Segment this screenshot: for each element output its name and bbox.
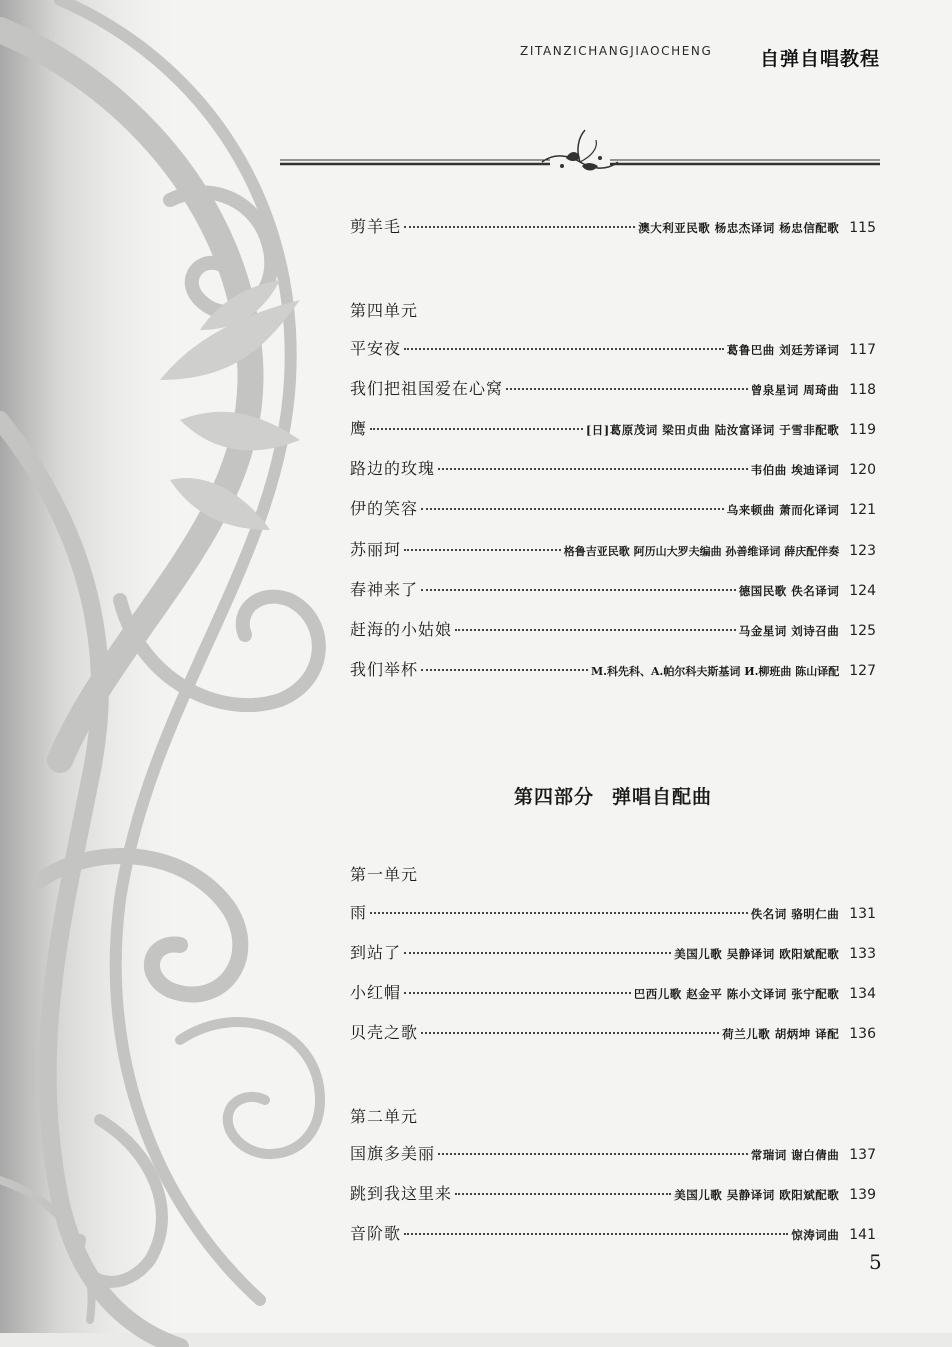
entry-page: 119	[849, 422, 876, 438]
entry-title: 我们举杯	[350, 660, 419, 679]
entry-title: 赶海的小姑娘	[350, 620, 453, 639]
entry-page: 120	[849, 462, 876, 478]
entry-title: 苏丽珂	[350, 540, 402, 559]
dot-leader	[438, 468, 748, 470]
entry-page: 131	[849, 906, 876, 922]
entry-title: 跳到我这里来	[350, 1184, 453, 1203]
toc-entry[interactable]	[350, 496, 876, 522]
toc-entry[interactable]	[350, 416, 876, 442]
entry-page: 115	[849, 220, 876, 236]
dot-leader	[404, 952, 671, 954]
entry-page: 118	[849, 382, 876, 398]
entry-credit: 马金星词 刘诗召曲	[738, 624, 840, 638]
toc-entry[interactable]	[350, 214, 876, 240]
dot-leader	[370, 912, 748, 914]
header-latin: ZITANZICHANGJIAOCHENG	[520, 44, 713, 58]
entry-page: 139	[849, 1187, 876, 1203]
entry-title: 鹰	[350, 419, 368, 438]
entry-credit: 格鲁吉亚民歌 阿历山大罗夫编曲 孙善维译词 薛庆配伴奏	[563, 545, 840, 558]
entry-page: 123	[849, 543, 876, 559]
dot-leader	[421, 589, 736, 591]
dot-leader	[438, 1153, 748, 1155]
part-title: 弹唱自配曲	[612, 786, 713, 808]
entry-title: 小红帽	[350, 983, 402, 1002]
entry-title: 雨	[350, 903, 368, 922]
entry-credit: [日]葛原茂词 梁田贞曲 陆汝富译词 于雪非配歌	[585, 423, 840, 437]
entry-credit: 常瑞词 谢白倩曲	[750, 1148, 840, 1162]
toc-entry[interactable]	[350, 336, 876, 362]
dot-leader	[421, 508, 724, 510]
dot-leader	[455, 629, 736, 631]
entry-credit: 曾泉星词 周琦曲	[750, 383, 840, 397]
entry-credit: 巴西儿歌 赵金平 陈小文译词 张宁配歌	[633, 987, 840, 1001]
dot-leader	[404, 549, 561, 551]
entry-page: 125	[849, 623, 876, 639]
entry-page: 117	[849, 342, 876, 358]
entry-credit: 佚名词 骆明仁曲	[750, 907, 840, 921]
toc-entry[interactable]	[350, 1141, 876, 1167]
toc-entry[interactable]	[350, 1020, 876, 1046]
entry-title: 路边的玫瑰	[350, 459, 436, 478]
entry-title: 平安夜	[350, 339, 402, 358]
entry-page: 136	[849, 1026, 876, 1042]
toc-entry[interactable]	[350, 376, 876, 402]
dot-leader	[421, 669, 588, 671]
header-title: 自弹自唱教程	[760, 48, 881, 70]
entry-credit: 澳大利亚民歌 杨忠杰译词 杨忠信配歌	[638, 221, 840, 235]
dot-leader	[506, 388, 748, 390]
toc-entry[interactable]	[350, 456, 876, 482]
entry-page: 133	[849, 946, 876, 962]
toc-entry[interactable]	[350, 577, 876, 603]
ornamental-divider	[280, 126, 880, 176]
dot-leader	[404, 348, 724, 350]
toc-entry[interactable]	[350, 1221, 876, 1247]
unit-heading: 第四单元	[350, 301, 419, 320]
entry-credit: 美国儿歌 吴静译词 欧阳斌配歌	[674, 947, 840, 961]
entry-title: 我们把祖国爱在心窝	[350, 379, 504, 398]
entry-credit: 美国儿歌 吴静译词 欧阳斌配歌	[674, 1188, 840, 1202]
entry-page: 121	[849, 502, 876, 518]
dot-leader	[455, 1193, 671, 1195]
toc-entry[interactable]	[350, 657, 876, 683]
dot-leader	[421, 1032, 719, 1034]
part-label: 第四部分	[513, 786, 594, 808]
toc-entry[interactable]	[350, 537, 876, 563]
entry-title: 国旗多美丽	[350, 1144, 436, 1163]
entry-title: 音阶歌	[350, 1224, 402, 1243]
entry-page: 137	[849, 1147, 876, 1163]
entry-page: 124	[849, 583, 876, 599]
entry-title: 春神来了	[350, 580, 419, 599]
toc-entry[interactable]	[350, 980, 876, 1006]
toc-entry[interactable]	[350, 617, 876, 643]
toc-entry[interactable]	[350, 940, 876, 966]
entry-page: 141	[849, 1227, 876, 1243]
entry-title: 到站了	[350, 943, 402, 962]
toc-entry[interactable]	[350, 1181, 876, 1207]
part-heading	[350, 782, 876, 809]
entry-credit: 荷兰儿歌 胡炳坤 译配	[722, 1027, 840, 1041]
entry-title: 伊的笑容	[350, 499, 419, 518]
entry-page: 134	[849, 986, 876, 1002]
entry-credit: 韦伯曲 埃迪译词	[750, 463, 840, 477]
toc-entry[interactable]	[350, 900, 876, 926]
entry-credit: 惊涛词曲	[791, 1228, 840, 1242]
dot-leader	[404, 1233, 788, 1235]
entry-title: 剪羊毛	[350, 217, 402, 236]
entry-title: 贝壳之歌	[350, 1023, 419, 1042]
entry-page: 127	[849, 663, 876, 679]
entry-credit: M.科先科、A.帕尔科夫斯基词 И.柳班曲 陈山译配	[591, 665, 840, 678]
page-number: 5	[869, 1250, 882, 1274]
entry-credit: 乌来顿曲 萧而化译词	[726, 503, 840, 517]
entry-credit: 葛鲁巴曲 刘廷芳译词	[726, 343, 840, 357]
dot-leader	[370, 428, 583, 430]
dot-leader	[404, 992, 631, 994]
entry-credit: 德国民歌 佚名译词	[738, 584, 840, 598]
dot-leader	[404, 226, 635, 228]
unit-heading: 第一单元	[350, 865, 419, 884]
unit-heading: 第二单元	[350, 1107, 419, 1126]
